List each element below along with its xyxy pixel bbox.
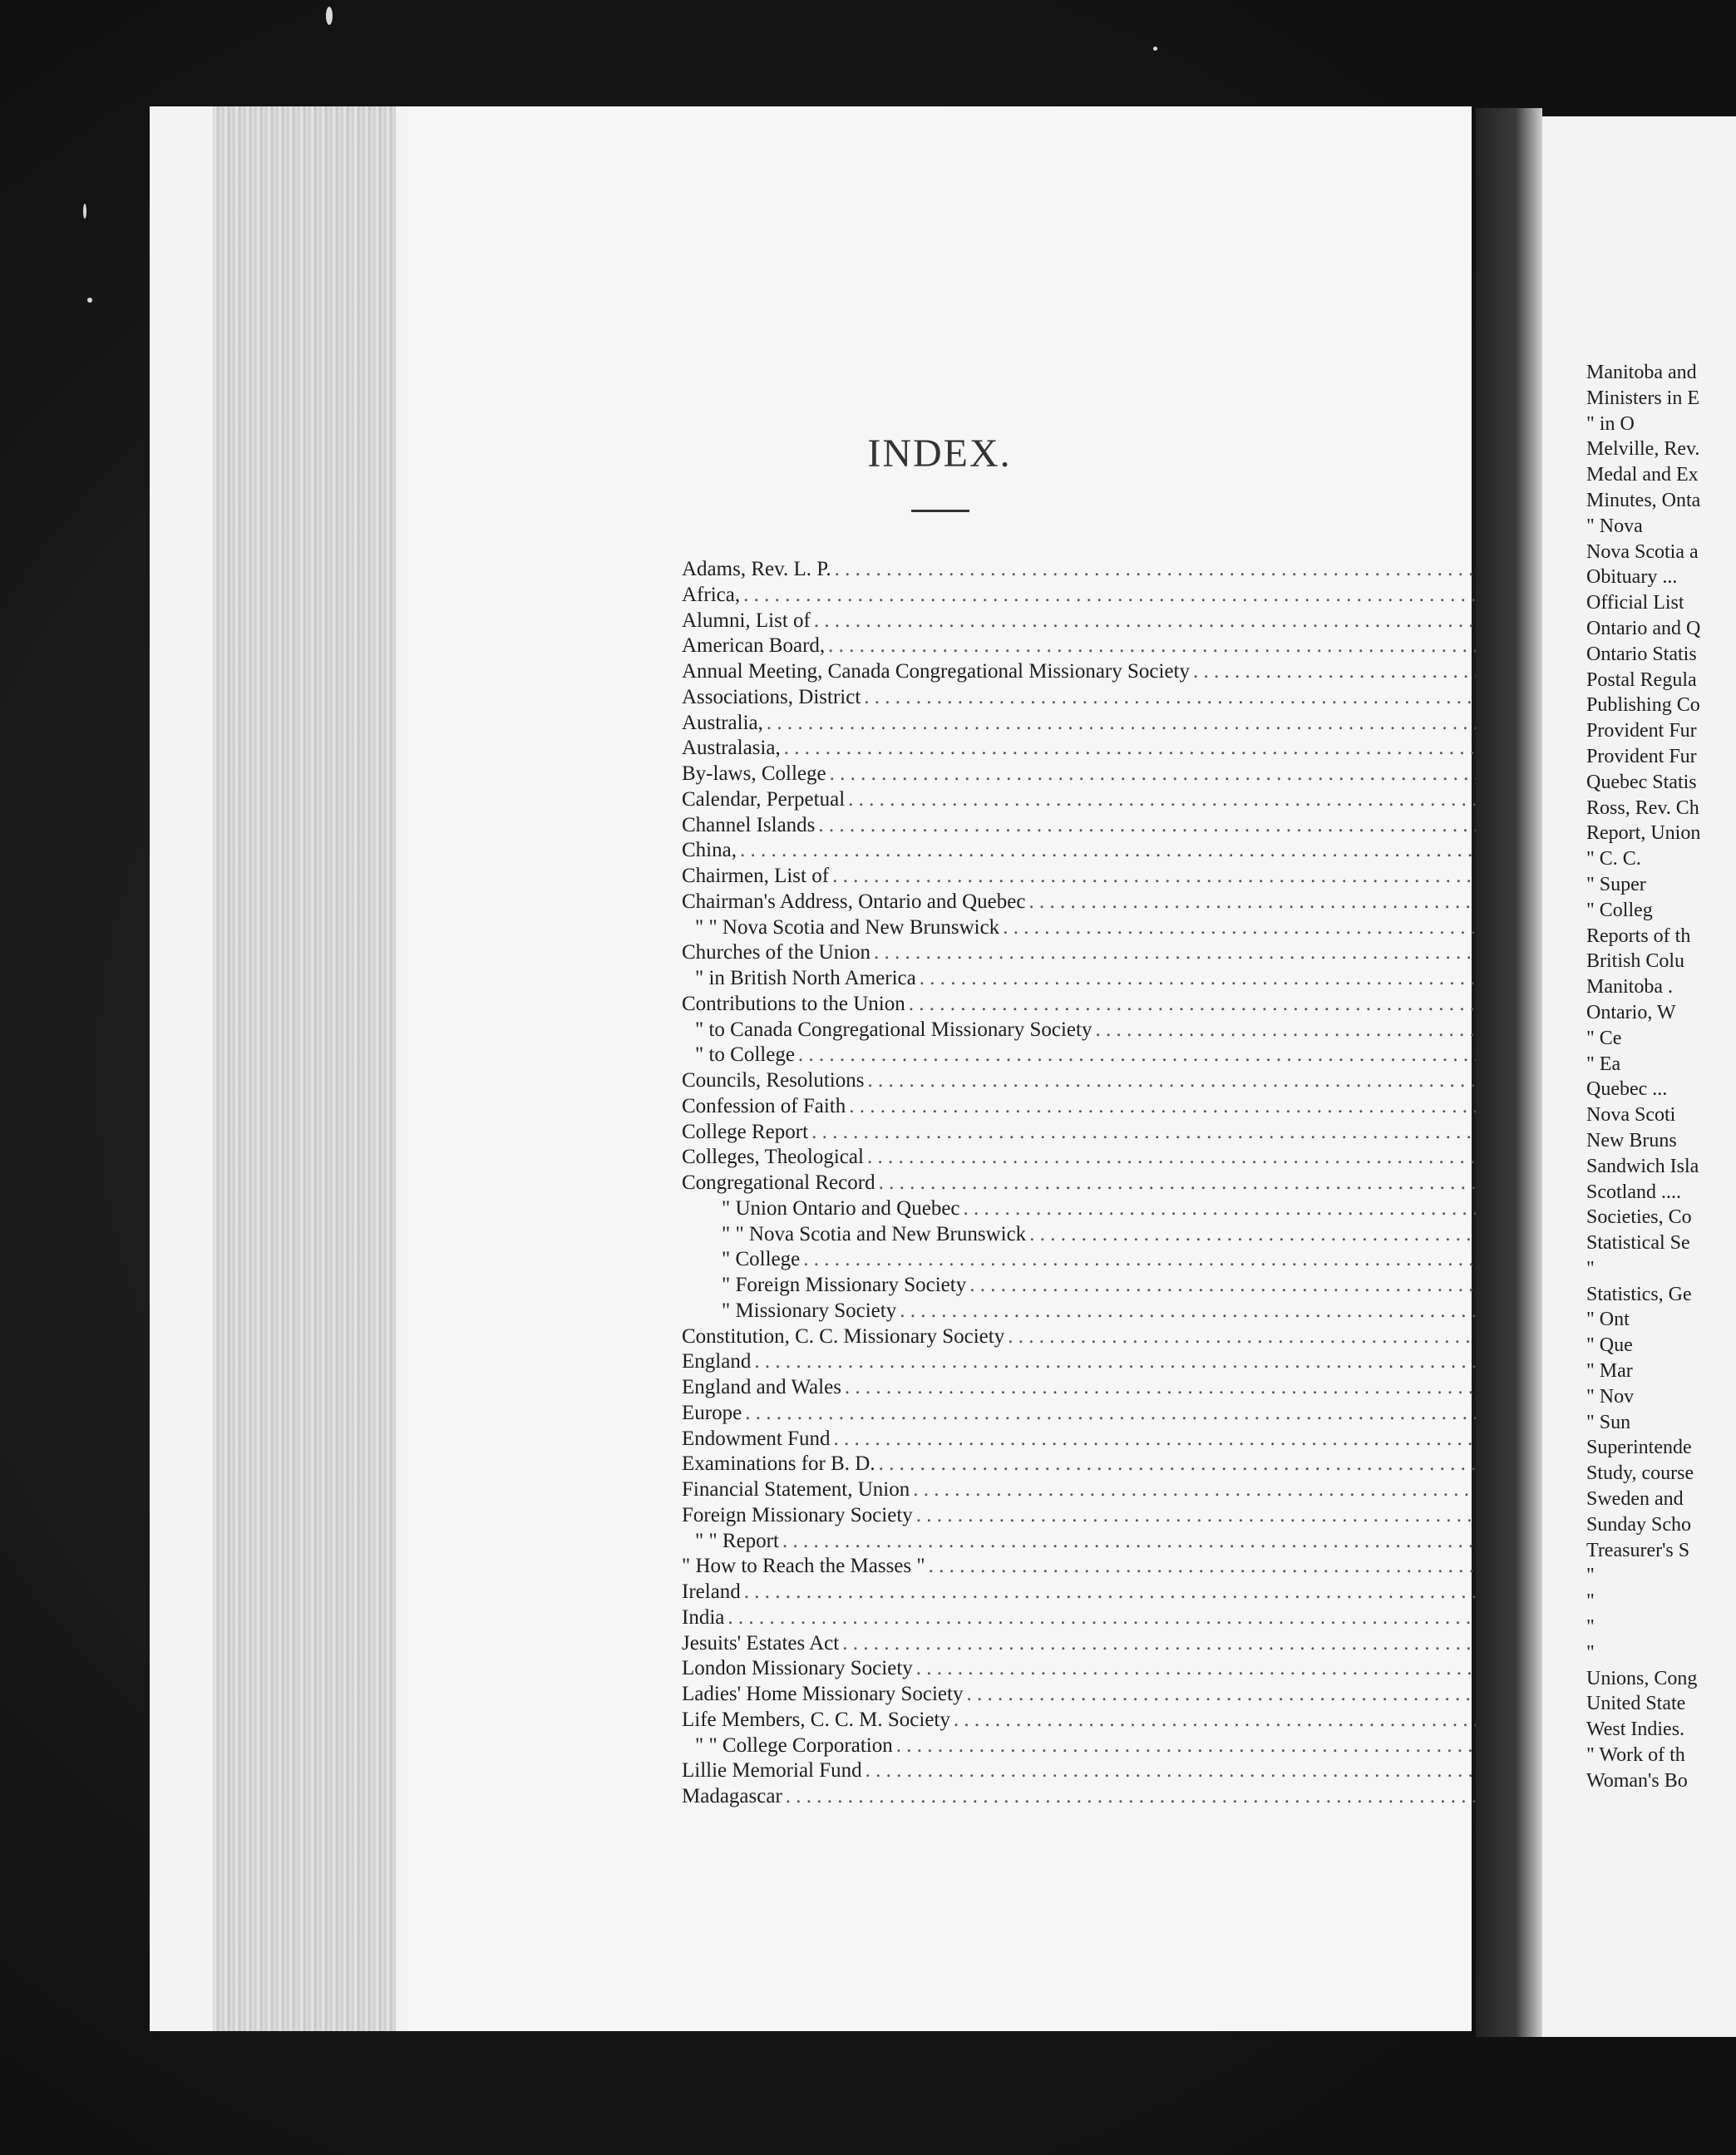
facing-page-line: British Colu xyxy=(1586,950,1685,973)
leader-dots xyxy=(842,1631,1551,1656)
dust-speck xyxy=(1153,47,1157,51)
index-entry xyxy=(682,1068,1580,1094)
index-entry-label: China, xyxy=(682,839,737,862)
index-entry-label: Annual Meeting, Canada Congregational Missionary Society xyxy=(682,660,1190,683)
index-entry-label: Channel Islands xyxy=(682,813,816,836)
index-entry-label: " " Nova Scotia and New Brunswick xyxy=(722,1222,1027,1245)
index-entry-label: " Foreign Missionary Society xyxy=(722,1274,967,1296)
leader-dots xyxy=(896,1733,1546,1758)
facing-page-line: Melville, Rev. xyxy=(1586,438,1700,461)
index-entry xyxy=(682,1477,1580,1503)
facing-page-line: Ontario Statis xyxy=(1586,643,1697,665)
leader-dots xyxy=(803,1247,1545,1272)
leader-dots xyxy=(845,1375,1525,1400)
index-entry xyxy=(682,1145,1580,1171)
index-entry-label: By-laws, College xyxy=(682,762,826,785)
index-entry-label: Colleges, Theological xyxy=(682,1146,864,1169)
index-entry-label: Constitution, C. C. Missionary Society xyxy=(682,1324,1005,1348)
facing-page-line: Reports of th xyxy=(1586,925,1691,947)
index-entry-label: Life Members, C. C. M. Society xyxy=(682,1708,950,1731)
index-entry-label: " to Canada Congregational Missionary Society xyxy=(695,1018,1092,1041)
facing-page-line: Statistics, Ge xyxy=(1586,1283,1692,1305)
index-entry-label: India xyxy=(682,1605,725,1629)
facing-page-line: Unions, Cong xyxy=(1586,1667,1698,1689)
index-entry xyxy=(682,583,1580,609)
leader-dots xyxy=(966,1682,1545,1707)
facing-page-line: " Ea xyxy=(1586,1053,1621,1075)
facing-page-line: Superintende xyxy=(1586,1437,1692,1459)
index-entry-label: Councils, Resolutions xyxy=(682,1069,865,1092)
index-entry-label: Endowment Fund xyxy=(682,1427,831,1450)
index-entry xyxy=(682,1018,1580,1043)
leader-dots xyxy=(745,1401,1551,1426)
facing-page-index-fragments xyxy=(1586,360,1736,1794)
facing-page-line: West Indies. xyxy=(1586,1719,1685,1741)
leader-dots xyxy=(835,557,1551,582)
leader-dots xyxy=(920,966,1551,991)
leader-dots xyxy=(849,1094,1551,1119)
index-entry xyxy=(682,864,1580,890)
index-entry xyxy=(682,1733,1580,1759)
leader-dots xyxy=(1029,1222,1545,1247)
index-entry-label: Foreign Missionary Society xyxy=(682,1503,913,1526)
index-entry xyxy=(682,1401,1580,1427)
leader-dots xyxy=(864,685,1551,710)
dust-speck xyxy=(326,7,333,25)
index-entry-label: Examinations for B. D. xyxy=(682,1452,875,1476)
facing-page-line: Nova Scoti xyxy=(1586,1104,1676,1127)
index-entry-label: Jesuits' Estates Act xyxy=(682,1631,840,1654)
dust-speck xyxy=(87,298,92,303)
index-entry xyxy=(682,940,1580,966)
index-entry xyxy=(682,609,1580,634)
index-entry xyxy=(682,1324,1580,1350)
facing-page-line: Manitoba and xyxy=(1586,362,1697,383)
index-entry-label: Churches of the Union xyxy=(682,941,871,964)
index-entry-label: London Missionary Society xyxy=(682,1657,913,1680)
facing-page-line: Scotland .... xyxy=(1586,1181,1681,1203)
dust-speck xyxy=(83,204,86,219)
index-entry xyxy=(682,1529,1580,1555)
index-entry xyxy=(682,1758,1580,1784)
index-entry xyxy=(682,838,1580,864)
index-entry xyxy=(682,1247,1580,1273)
leader-dots xyxy=(929,1554,1551,1579)
leader-dots xyxy=(814,609,1546,634)
facing-page-line: " Nova xyxy=(1586,515,1643,537)
index-entry-label: Associations, District xyxy=(682,685,861,708)
index-entry xyxy=(682,890,1580,915)
index-entry-label: England and Wales xyxy=(682,1376,841,1398)
facing-page-line: Sweden and xyxy=(1586,1488,1684,1511)
index-entry xyxy=(682,1656,1580,1682)
facing-page-line: United State xyxy=(1586,1693,1686,1715)
facing-page-line: Manitoba . xyxy=(1586,976,1673,999)
leader-dots xyxy=(782,1529,1546,1554)
facing-page-line: Study, course xyxy=(1586,1462,1694,1485)
page-title: INDEX. xyxy=(867,431,1012,476)
facing-page-line: " C. C. xyxy=(1586,848,1641,870)
index-list xyxy=(682,539,1580,1810)
index-entry xyxy=(682,787,1580,813)
index-entry-label: Contributions to the Union xyxy=(682,992,905,1015)
index-entry xyxy=(682,1120,1580,1146)
facing-page-line: " Sun xyxy=(1586,1411,1631,1433)
index-entry xyxy=(682,557,1580,583)
leader-dots xyxy=(740,838,1551,863)
index-entry-label: Alumni, List of xyxy=(682,609,811,632)
index-entry-label: Europe xyxy=(682,1401,742,1424)
leader-dots xyxy=(867,1068,1551,1093)
index-entry-label: Chairman's Address, Ontario and Quebec xyxy=(682,890,1026,913)
index-entry-label: Africa, xyxy=(682,583,741,606)
leader-dots xyxy=(848,787,1551,812)
leader-dots xyxy=(1008,1324,1551,1349)
facing-page-line: " Super xyxy=(1586,873,1646,895)
leader-dots xyxy=(830,762,1546,787)
leader-dots xyxy=(811,1120,1545,1145)
index-entry-label: Australasia, xyxy=(682,737,781,760)
index-entry xyxy=(682,1094,1580,1120)
facing-page-line: Sunday Scho xyxy=(1586,1513,1691,1536)
leader-dots xyxy=(784,736,1525,761)
index-entry-label: England xyxy=(682,1350,752,1373)
facing-page-line: Societies, Co xyxy=(1586,1206,1692,1229)
index-entry-label: College Report xyxy=(682,1120,809,1143)
index-entry xyxy=(682,813,1580,839)
facing-page-line: " xyxy=(1586,1257,1595,1280)
index-entry xyxy=(682,1427,1580,1452)
facing-page-line: Medal and Ex xyxy=(1586,464,1699,486)
facing-page-line: Provident Fur xyxy=(1586,745,1697,767)
leader-dots xyxy=(798,1043,1546,1068)
facing-page-line: Provident Fur xyxy=(1586,720,1697,742)
index-entry-label: " " Nova Scotia and New Brunswick xyxy=(695,915,1000,939)
leader-dots xyxy=(954,1708,1546,1733)
leader-dots xyxy=(1003,915,1545,940)
facing-page-line: " Nov xyxy=(1586,1385,1635,1408)
index-entry xyxy=(682,1222,1580,1248)
index-entry xyxy=(682,1580,1580,1605)
leader-dots xyxy=(969,1273,1545,1298)
facing-page-line: Ministers in E xyxy=(1586,387,1699,409)
index-entry xyxy=(682,1784,1580,1810)
index-entry xyxy=(682,1503,1580,1529)
leader-dots xyxy=(913,1477,1551,1502)
index-entry-label: American Board, xyxy=(682,634,826,658)
index-entry-label: " Union Ontario and Quebec xyxy=(722,1196,960,1220)
facing-page-line: New Bruns xyxy=(1586,1129,1677,1151)
leader-dots xyxy=(833,1427,1503,1452)
leader-dots xyxy=(767,711,1551,736)
index-entry xyxy=(682,915,1580,941)
facing-page-line: " xyxy=(1586,1616,1595,1639)
leader-dots xyxy=(900,1299,1551,1324)
index-entry xyxy=(682,1375,1580,1401)
leader-dots xyxy=(832,864,1551,889)
index-entry-label: Adams, Rev. L. P. xyxy=(682,558,831,580)
facing-page-line: Obituary ... xyxy=(1586,566,1678,589)
leader-dots xyxy=(727,1605,1551,1630)
index-entry-label: Calendar, Perpetual xyxy=(682,787,846,811)
page-edges xyxy=(213,106,396,2031)
index-entry xyxy=(682,1452,1580,1477)
facing-page-line: Minutes, Onta xyxy=(1586,489,1701,511)
index-entry-label: " " College Corporation xyxy=(695,1733,893,1757)
index-entry xyxy=(682,1682,1580,1708)
index-entry-label: Lillie Memorial Fund xyxy=(682,1759,862,1783)
index-entry-label: Madagascar xyxy=(682,1785,782,1807)
title-rule xyxy=(911,510,969,512)
facing-page-line: Woman's Bo xyxy=(1586,1769,1688,1792)
leader-dots xyxy=(818,813,1551,838)
facing-page-line: " xyxy=(1586,1565,1595,1587)
facing-page-line: " Colleg xyxy=(1586,899,1653,921)
facing-page-line: " in O xyxy=(1586,412,1635,435)
leader-dots xyxy=(744,1580,1525,1605)
facing-page-line: Ross, Rev. Ch xyxy=(1586,796,1699,819)
book-gutter xyxy=(1476,108,1542,2037)
index-entry xyxy=(682,1299,1580,1324)
facing-page-line: " Ce xyxy=(1586,1027,1622,1049)
page-column-header xyxy=(682,539,1580,557)
facing-page-line: " xyxy=(1586,1641,1595,1664)
leader-dots xyxy=(754,1349,1551,1374)
facing-page-line: " Mar xyxy=(1586,1360,1633,1383)
index-entry xyxy=(682,1708,1580,1733)
index-entry xyxy=(682,1631,1580,1657)
index-entry-label: Congregational Record xyxy=(682,1171,875,1194)
facing-page-line: Sandwich Isla xyxy=(1586,1155,1699,1177)
index-entry xyxy=(682,634,1580,659)
index-entry xyxy=(682,1043,1580,1068)
facing-page-line: Quebec Statis xyxy=(1586,771,1697,793)
index-entry-label: Chairmen, List of xyxy=(682,865,830,887)
index-entry-label: " in British North America xyxy=(695,967,916,989)
index-entry-label: " College xyxy=(722,1248,801,1271)
facing-page-line: " Work of th xyxy=(1586,1744,1685,1767)
index-entry xyxy=(682,1554,1580,1580)
index-entry-label: Financial Statement, Union xyxy=(682,1478,910,1501)
leader-dots xyxy=(964,1196,1551,1221)
leader-dots xyxy=(1028,890,1551,915)
index-entry-label: " How to Reach the Masses " xyxy=(682,1555,925,1578)
leader-dots xyxy=(879,1171,1551,1196)
index-entry xyxy=(682,1273,1580,1299)
leader-dots xyxy=(786,1784,1551,1809)
leader-dots xyxy=(916,1656,1551,1681)
index-entry-label: Confession of Faith xyxy=(682,1094,846,1117)
index-entry xyxy=(682,659,1580,685)
facing-page-line: Quebec ... xyxy=(1586,1078,1668,1101)
leader-dots xyxy=(743,583,1524,608)
left-book-page xyxy=(150,106,1472,2031)
index-entry-label: Ladies' Home Missionary Society xyxy=(682,1683,964,1705)
facing-page-line: " Que xyxy=(1586,1334,1633,1357)
facing-page-line: Statistical Se xyxy=(1586,1232,1690,1255)
index-entries xyxy=(682,557,1580,1810)
facing-page-line: Treasurer's S xyxy=(1586,1539,1690,1561)
index-entry xyxy=(682,685,1580,711)
facing-page-line: Publishing Co xyxy=(1586,694,1700,717)
index-entry xyxy=(682,1605,1580,1631)
index-entry-label: " " Report xyxy=(695,1529,779,1552)
leader-dots xyxy=(879,1452,1546,1477)
index-page xyxy=(407,106,1472,2031)
index-entry xyxy=(682,1196,1580,1222)
leader-dots xyxy=(909,992,1551,1017)
facing-page-line: Postal Regula xyxy=(1586,668,1697,691)
index-entry-label: " Missionary Society xyxy=(722,1299,897,1322)
index-entry xyxy=(682,711,1580,737)
index-entry xyxy=(682,1349,1580,1375)
facing-page-line: Official List xyxy=(1586,592,1684,614)
leader-dots xyxy=(874,940,1551,965)
index-entry-label: " to College xyxy=(695,1043,795,1067)
facing-page-line: Ontario, W xyxy=(1586,1001,1676,1023)
index-entry xyxy=(682,992,1580,1018)
leader-dots xyxy=(867,1145,1551,1170)
index-entry xyxy=(682,966,1580,992)
facing-page-line: " xyxy=(1586,1590,1595,1613)
leader-dots xyxy=(828,634,1551,658)
index-entry xyxy=(682,736,1580,762)
facing-page-line: Ontario and Q xyxy=(1586,617,1701,639)
facing-page-line: " Ont xyxy=(1586,1309,1630,1331)
facing-page-line: Nova Scotia a xyxy=(1586,540,1699,563)
leader-dots xyxy=(866,1758,1546,1783)
index-entry xyxy=(682,1171,1580,1196)
facing-page-line: Report, Union xyxy=(1586,822,1701,845)
leader-dots xyxy=(916,1503,1546,1528)
index-entry xyxy=(682,762,1580,787)
index-entry-label: Ireland xyxy=(682,1580,741,1603)
index-entry-label: Australia, xyxy=(682,711,763,734)
